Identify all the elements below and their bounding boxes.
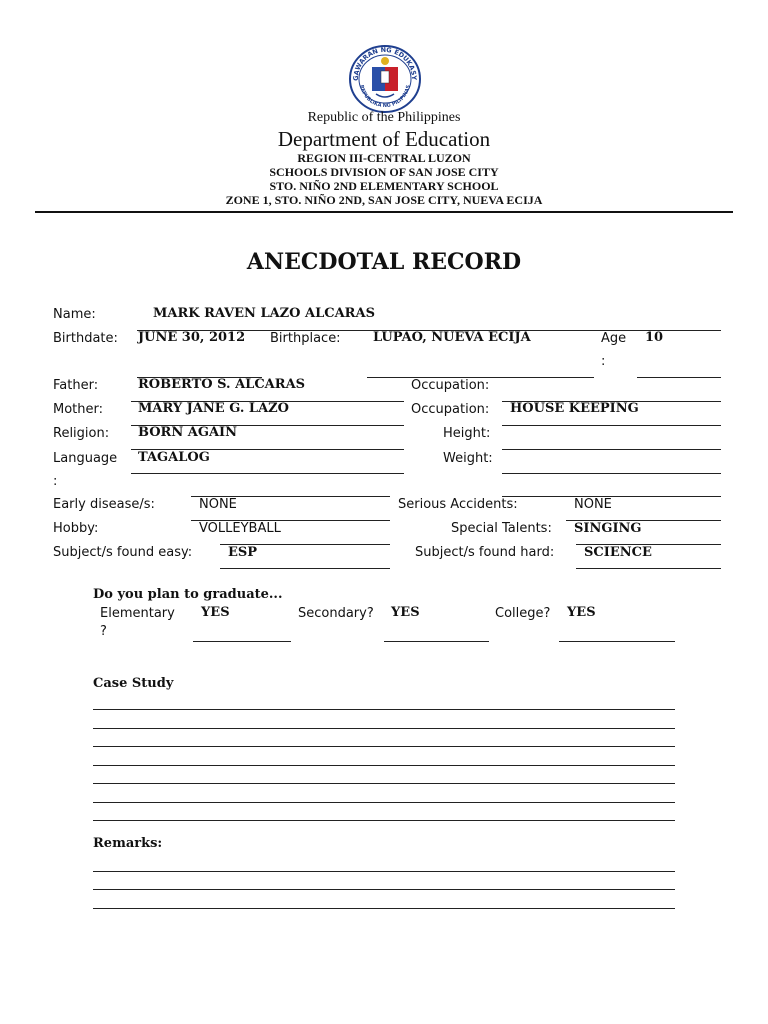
subject-easy-underline-lower bbox=[220, 568, 390, 569]
case-study-line[interactable] bbox=[93, 728, 675, 729]
serious-accidents-value[interactable]: NONE bbox=[574, 497, 612, 512]
mother-value[interactable]: MARY JANE G. LAZO bbox=[138, 401, 289, 416]
subject-hard-underline-lower bbox=[576, 568, 721, 569]
remarks-line[interactable] bbox=[93, 889, 675, 890]
age-label: Age bbox=[601, 331, 627, 346]
father-value[interactable]: ROBERTO S. ALCARAS bbox=[138, 377, 306, 392]
case-study-line[interactable] bbox=[93, 709, 675, 710]
height-label: Height: bbox=[443, 426, 491, 441]
language-colon: : bbox=[53, 474, 58, 489]
secondary-underline bbox=[384, 641, 489, 642]
birthplace-value[interactable]: LUPAO, NUEVA ECIJA bbox=[373, 330, 531, 345]
deped-seal bbox=[348, 44, 422, 114]
hobby-underline bbox=[191, 520, 390, 521]
subject-hard-underline bbox=[576, 544, 721, 545]
hobby-value[interactable]: VOLLEYBALL bbox=[199, 521, 281, 536]
elementary-question: ? bbox=[100, 624, 107, 639]
case-study-line[interactable] bbox=[93, 783, 675, 784]
subject-easy-value[interactable]: ESP bbox=[228, 545, 258, 560]
father-occupation-label: Occupation: bbox=[411, 378, 490, 393]
mother-label: Mother: bbox=[53, 402, 104, 417]
address-line: ZONE 1, STO. NIÑO 2ND, SAN JOSE CITY, NUEVA ECIJA bbox=[225, 193, 543, 207]
department-title: Department of Education bbox=[277, 127, 491, 151]
case-study-label: Case Study bbox=[93, 676, 174, 691]
age-colon: : bbox=[601, 354, 606, 369]
subject-hard-label: Subject/s found hard: bbox=[415, 545, 555, 560]
hobby-label: Hobby: bbox=[53, 521, 99, 536]
serious-accidents-label: Serious Accidents: bbox=[398, 497, 518, 512]
case-study-line[interactable] bbox=[93, 746, 675, 747]
birthdate-value[interactable]: JUNE 30, 2012 bbox=[138, 330, 246, 345]
early-disease-value[interactable]: NONE bbox=[199, 497, 237, 512]
mother-occupation-underline bbox=[502, 425, 721, 426]
early-disease-label: Early disease/s: bbox=[53, 497, 155, 512]
case-study-line[interactable] bbox=[93, 765, 675, 766]
mother-occupation-label: Occupation: bbox=[411, 402, 490, 417]
special-talents-value[interactable]: SINGING bbox=[574, 521, 642, 536]
name-value[interactable]: MARK RAVEN LAZO ALCARAS bbox=[153, 306, 375, 321]
seal-top-text: GAWARAN NG EDUKASY bbox=[351, 45, 419, 81]
subject-easy-underline bbox=[220, 544, 390, 545]
case-study-line[interactable] bbox=[93, 820, 675, 821]
case-study-line[interactable] bbox=[93, 802, 675, 803]
height-underline bbox=[502, 449, 721, 450]
early-disease-underline bbox=[191, 496, 390, 497]
school-line: STO. NIÑO 2ND ELEMENTARY SCHOOL bbox=[269, 179, 499, 193]
remarks-line[interactable] bbox=[93, 871, 675, 872]
language-label: Language bbox=[53, 451, 118, 466]
father-label: Father: bbox=[53, 378, 99, 393]
special-talents-underline bbox=[566, 520, 721, 521]
birthdate-label: Birthdate: bbox=[53, 331, 118, 346]
religion-value[interactable]: BORN AGAIN bbox=[138, 425, 238, 440]
secondary-value[interactable]: YES bbox=[391, 605, 420, 620]
religion-label: Religion: bbox=[53, 426, 110, 441]
mother-occupation-value[interactable]: HOUSE KEEPING bbox=[510, 401, 639, 416]
division-line: SCHOOLS DIVISION OF SAN JOSE CITY bbox=[269, 165, 499, 179]
elementary-label: Elementary bbox=[100, 606, 175, 621]
remarks-line[interactable] bbox=[93, 908, 675, 909]
weight-label: Weight: bbox=[443, 451, 493, 466]
college-underline bbox=[559, 641, 675, 642]
seal-bottom-text: REPUBLIKA NG PILIPINAS bbox=[358, 84, 412, 110]
age-underline bbox=[637, 377, 721, 378]
special-talents-label: Special Talents: bbox=[451, 521, 552, 536]
header-divider bbox=[35, 211, 733, 213]
elementary-value[interactable]: YES bbox=[201, 605, 230, 620]
birthplace-label: Birthplace: bbox=[270, 331, 341, 346]
remarks-label: Remarks: bbox=[93, 836, 163, 851]
republic-line: Republic of the Philippines bbox=[307, 110, 461, 125]
name-label: Name: bbox=[53, 307, 96, 322]
language-value[interactable]: TAGALOG bbox=[138, 450, 210, 465]
college-value[interactable]: YES bbox=[567, 605, 596, 620]
form-title: ANECDOTAL RECORD bbox=[246, 249, 522, 275]
language-underline bbox=[131, 473, 404, 474]
age-value[interactable]: 10 bbox=[645, 330, 664, 345]
weight-underline bbox=[502, 473, 721, 474]
graduate-heading: Do you plan to graduate... bbox=[93, 587, 283, 602]
serious-accidents-underline bbox=[502, 496, 721, 497]
secondary-label: Secondary? bbox=[298, 606, 374, 621]
subject-easy-label: Subject/s found easy: bbox=[53, 545, 193, 560]
region-line: REGION III-CENTRAL LUZON bbox=[297, 151, 471, 165]
college-label: College? bbox=[495, 606, 551, 621]
elementary-underline bbox=[193, 641, 291, 642]
subject-hard-value[interactable]: SCIENCE bbox=[584, 545, 652, 560]
